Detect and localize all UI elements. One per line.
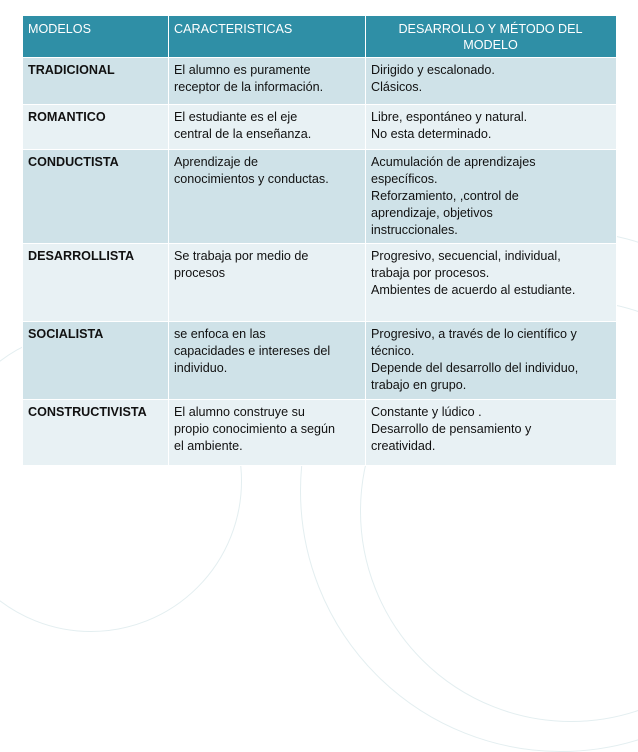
characteristics-cell: [169, 150, 366, 244]
characteristics-cell: [169, 105, 366, 150]
cell-line: Libre, espontáneo y natural.: [371, 110, 528, 124]
table-row: [23, 322, 617, 400]
cell-line: Constante y lúdico .: [371, 405, 482, 419]
table-header-row: [23, 16, 617, 58]
characteristics-cell: [169, 322, 366, 400]
cell-line: trabajo en grupo.: [371, 378, 467, 392]
cell-line: Clásicos.: [371, 80, 423, 94]
cell-line: Se trabaja por medio de: [174, 249, 309, 263]
cell-line: Reforzamiento, ,control de: [371, 189, 519, 203]
cell-line: aprendizaje, objetivos: [371, 206, 493, 220]
development-cell: [366, 322, 617, 400]
cell-line: Acumulación de aprendizajes: [371, 155, 536, 169]
cell-line: propio conocimiento a según: [174, 422, 336, 436]
cell-line: central de la enseñanza.: [174, 127, 312, 141]
development-cell: [366, 150, 617, 244]
development-cell: [366, 58, 617, 105]
cell-line: El alumno es puramente: [174, 63, 311, 77]
characteristics-cell: [169, 58, 366, 105]
cell-line: procesos: [174, 266, 226, 280]
model-name-cell: SOCIALISTA: [23, 322, 169, 400]
model-name-cell: TRADICIONAL: [23, 58, 169, 105]
model-name-cell: ROMANTICO: [23, 105, 169, 150]
cell-line: se enfoca en las: [174, 327, 266, 341]
cell-line: No esta determinado.: [371, 127, 492, 141]
table-row: [23, 105, 617, 150]
header-models: MODELOS: [23, 16, 169, 58]
cell-line: Progresivo, secuencial, individual,: [371, 249, 561, 263]
development-cell: [366, 105, 617, 150]
cell-line: conocimientos y conductas.: [174, 172, 329, 186]
table-row: [23, 244, 617, 322]
cell-line: El estudiante es el eje: [174, 110, 298, 124]
cell-line: el ambiente.: [174, 439, 243, 453]
characteristics-cell: [169, 244, 366, 322]
cell-line: trabaja por procesos.: [371, 266, 490, 280]
cell-line: Dirigido y escalonado.: [371, 63, 495, 77]
cell-line: Progresivo, a través de lo científico y: [371, 327, 577, 341]
development-cell: [366, 400, 617, 466]
table-row: [23, 150, 617, 244]
cell-line: El alumno construye su: [174, 405, 305, 419]
cell-line: Aprendizaje de: [174, 155, 259, 169]
development-cell: [366, 244, 617, 322]
model-name-cell: DESARROLLISTA: [23, 244, 169, 322]
cell-line: Ambientes de acuerdo al estudiante.: [371, 283, 576, 297]
table-body: [23, 58, 617, 466]
cell-line: receptor de la información.: [174, 80, 324, 94]
cell-line: técnico.: [371, 344, 415, 358]
header-development: DESARROLLO Y MÉTODO DEL MODELO: [366, 16, 617, 58]
models-table: [22, 15, 617, 466]
table-row: [23, 400, 617, 466]
header-characteristics: CARACTERISTICAS: [169, 16, 366, 58]
cell-line: Desarrollo de pensamiento y: [371, 422, 532, 436]
cell-line: individuo.: [174, 361, 228, 375]
cell-line: creatividad.: [371, 439, 436, 453]
cell-line: específicos.: [371, 172, 438, 186]
characteristics-cell: [169, 400, 366, 466]
cell-line: instruccionales.: [371, 223, 458, 237]
model-name-cell: CONSTRUCTIVISTA: [23, 400, 169, 466]
cell-line: Depende del desarrollo del individuo,: [371, 361, 579, 375]
model-name-cell: CONDUCTISTA: [23, 150, 169, 244]
cell-line: capacidades e intereses del: [174, 344, 331, 358]
table-row: [23, 58, 617, 105]
